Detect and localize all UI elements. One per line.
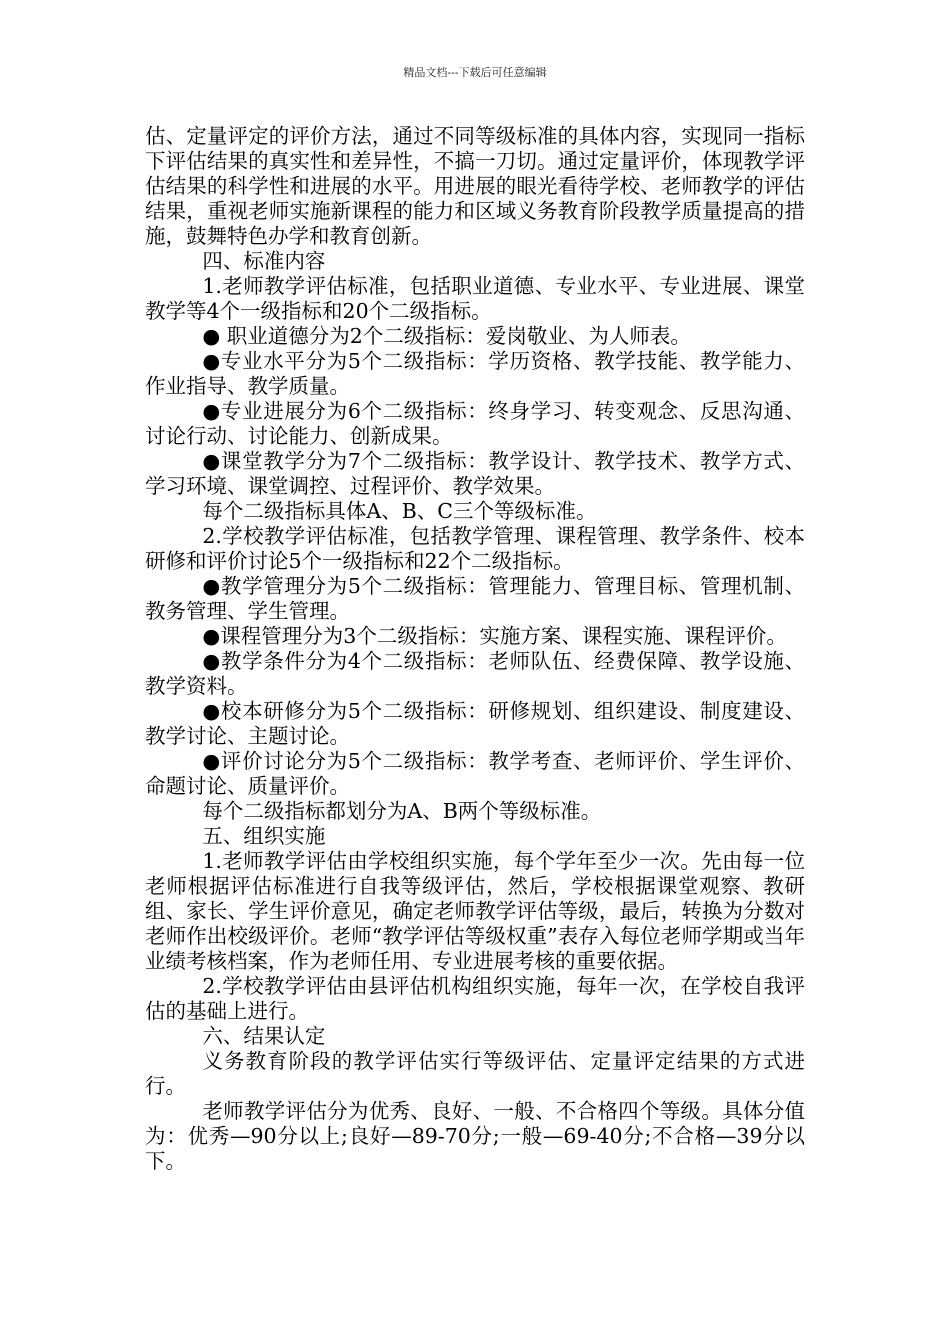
bullet-professional-level: ●专业水平分为5个二级指标：学历资格、教学技能、教学能力、作业指导、教学质量。 (145, 349, 805, 398)
paragraph-teacher-grade-levels: 每个二级指标具体A、B、C三个等级标准。 (202, 499, 597, 523)
bullet-evaluation-discussion: ●评价讨论分为5个二级指标：教学考查、老师评价、学生评价、命题讨论、质量评价。 (145, 749, 805, 798)
paragraph-grade-score-ranges: 老师教学评估分为优秀、良好、一般、不合格四个等级。具体分值为：优秀—90分以上;良好—89-70分;一般—69-40分;不合格—39分以下。 (145, 1099, 805, 1173)
paragraph-school-evaluation-process: 2.学校教学评估由县评估机构组织实施，每年一次，在学校自我评估的基础上进行。 (145, 974, 805, 1023)
section-heading-standards: 四、标准内容 (202, 249, 326, 273)
bullet-teaching-management: ●教学管理分为5个二级指标：管理能力、管理目标、管理机制、教务管理、学生管理。 (145, 574, 805, 623)
bullet-curriculum-management: ●课程管理分为3个二级指标：实施方案、课程实施、课程评价。 (202, 624, 787, 648)
paragraph-school-standard: 2.学校教学评估标准，包括教学管理、课程管理、教学条件、校本研修和评价讨论5个一级指标和22个二级指标。 (145, 524, 805, 573)
document-body (145, 124, 805, 1174)
bullet-classroom-teaching: ●课堂教学分为7个二级指标：教学设计、教学技术、教学方式、学习环境、课堂调控、过程评价、教学效果。 (145, 449, 805, 498)
page-header: 精品文档---下载后可任意编辑 (403, 66, 547, 79)
bullet-teaching-conditions: ●教学条件分为4个二级指标：老师队伍、经费保障、教学设施、教学资料。 (145, 649, 805, 698)
paragraph-evaluation-method: 义务教育阶段的教学评估实行等级评估、定量评定结果的方式进行。 (145, 1049, 805, 1098)
paragraph-school-grade-levels: 每个二级指标都划分为A、B两个等级标准。 (202, 799, 602, 823)
paragraph-teacher-evaluation-process: 1.老师教学评估由学校组织实施，每个学年至少一次。先由每一位老师根据评估标准进行自我等级评估，然后，学校根据课堂观察、教研组、家长、学生评价意见，确定老师教学评估等级，最后，转换为分数对老师作出校级评价。老师“教学评估等级权重”表存入每位老师学期或当年业绩考核档案，作为老师任用、专业进展考核的重要依据。 (145, 849, 805, 973)
bullet-professional-ethics: ● 职业道德分为2个二级指标：爱岗敬业、为人师表。 (202, 324, 691, 348)
paragraph-teacher-standard: 1.老师教学评估标准，包括职业道德、专业水平、专业进展、课堂教学等4个一级指标和20个二级指标。 (145, 274, 805, 323)
bullet-professional-development: ●专业进展分为6个二级指标：终身学习、转变观念、反思沟通、讨论行动、讨论能力、创新成果。 (145, 399, 805, 448)
section-heading-implementation: 五、组织实施 (202, 824, 326, 848)
section-heading-result-recognition: 六、结果认定 (202, 1024, 326, 1048)
bullet-school-based-research: ●校本研修分为5个二级指标：研修规划、组织建设、制度建设、教学讨论、主题讨论。 (145, 699, 805, 748)
paragraph-intro-continued: 估、定量评定的评价方法，通过不同等级标准的具体内容，实现同一指标下评估结果的真实性和差异性，不搞一刀切。通过定量评价，体现教学评估结果的科学性和进展的水平。用进展的眼光看待学校、老师教学的评估结果，重视老师实施新课程的能力和区域义务教育阶段教学质量提高的措施，鼓舞特色办学和教育创新。 (145, 124, 805, 248)
